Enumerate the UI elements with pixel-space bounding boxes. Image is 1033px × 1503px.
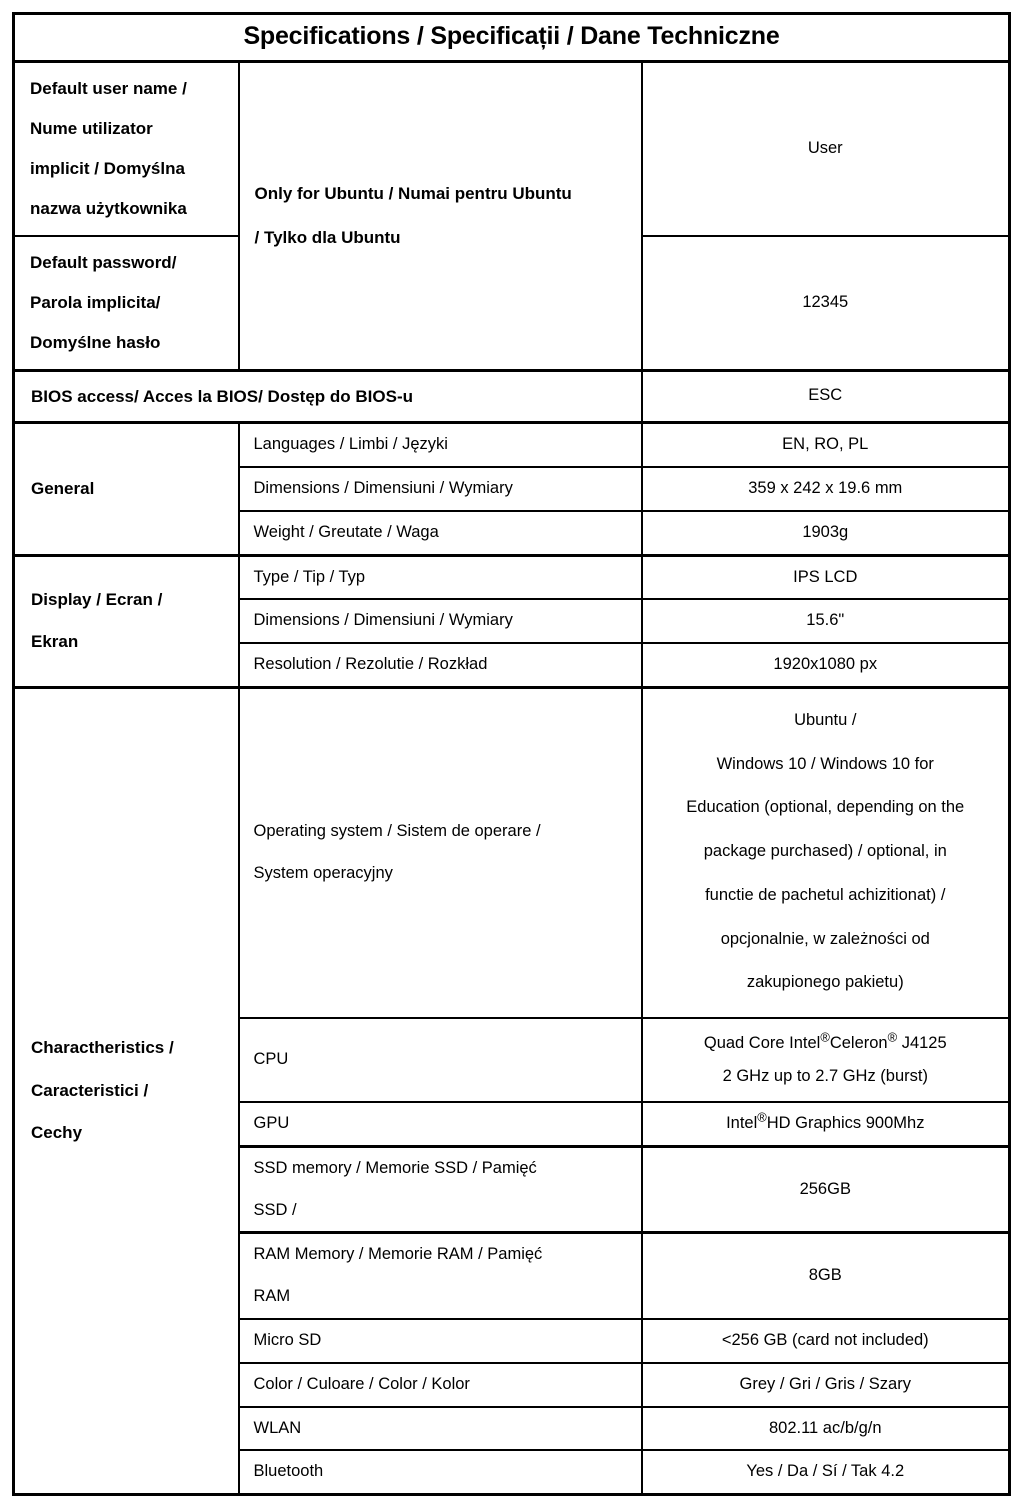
note-only-for-ubuntu xyxy=(239,62,642,371)
label-spacer xyxy=(254,842,641,864)
specifications-table xyxy=(12,12,1011,1496)
value-line-1: Ubuntu / xyxy=(794,710,857,729)
label-line-1: SSD memory / Memorie SSD / Pamięć xyxy=(253,1158,537,1177)
label-display-dimensions: Dimensions / Dimensiuni / Wymiary xyxy=(239,599,642,643)
label-default-user-name xyxy=(14,62,239,236)
registered-icon: ® xyxy=(820,1029,830,1045)
label-color: Color / Culoare / Color / Kolor xyxy=(239,1363,642,1407)
cpu-text-1: Quad Core Intel xyxy=(703,1034,821,1053)
value-default-password: 12345 xyxy=(642,236,1010,370)
label-operating-system xyxy=(239,687,642,1018)
value-wlan: 802.11 ac/b/g/n xyxy=(642,1407,1010,1451)
label-bluetooth: Bluetooth xyxy=(239,1450,642,1494)
value-display-dimensions: 15.6" xyxy=(642,599,1010,643)
value-line-1 xyxy=(649,1027,1003,1060)
label-spacer xyxy=(254,1179,641,1201)
row-bios-access xyxy=(14,370,1010,423)
cpu-text-3: J4125 xyxy=(897,1034,947,1053)
value-line-4: package purchased) / optional, in xyxy=(703,842,947,861)
label-line-2: RAM xyxy=(253,1287,291,1306)
value-languages: EN, RO, PL xyxy=(642,423,1010,467)
label-micro-sd: Micro SD xyxy=(239,1319,642,1363)
value-bluetooth: Yes / Da / Sí / Tak 4.2 xyxy=(642,1450,1010,1494)
group-label-line-3: Cechy xyxy=(31,1123,83,1143)
row-general-languages xyxy=(14,423,1010,467)
gpu-text-2: HD Graphics 900Mhz xyxy=(766,1114,925,1133)
cpu-text-2: Celeron xyxy=(829,1034,888,1053)
value-color: Grey / Gri / Gris / Szary xyxy=(642,1363,1010,1407)
label-languages: Languages / Limbi / Języki xyxy=(239,423,642,467)
value-default-user-name: User xyxy=(642,62,1010,236)
label-line-3: Domyślne hasło xyxy=(30,332,161,352)
registered-icon: ® xyxy=(887,1029,898,1045)
label-line-3: implicit / Domyślna xyxy=(30,158,185,178)
label-line-2: SSD / xyxy=(253,1200,297,1219)
label-line-1: Default user name / xyxy=(30,79,187,98)
label-gpu: GPU xyxy=(239,1102,642,1146)
note-line-1: Only for Ubuntu / Numai pentru Ubuntu xyxy=(254,184,572,204)
label-line-1: RAM Memory / Memorie RAM / Pamięć xyxy=(253,1245,543,1264)
registered-icon: ® xyxy=(757,1109,767,1125)
note-spacer xyxy=(255,207,641,225)
label-spacer xyxy=(254,1265,641,1287)
value-display-type: IPS LCD xyxy=(642,555,1010,599)
group-label-line-1: Charactheristics / xyxy=(31,1038,174,1058)
label-weight: Weight / Greutate / Waga xyxy=(239,511,642,555)
label-display-type: Type / Tip / Typ xyxy=(239,555,642,599)
label-line-2: System operacyjny xyxy=(253,864,393,882)
label-dimensions: Dimensions / Dimensiuni / Wymiary xyxy=(239,467,642,511)
value-line-3: Education (optional, depending on the xyxy=(686,798,965,817)
group-label-line-1: Display / Ecran / xyxy=(31,589,163,609)
value-weight: 1903g xyxy=(642,511,1010,555)
value-dimensions: 359 x 242 x 19.6 mm xyxy=(642,467,1010,511)
value-operating-system xyxy=(642,687,1010,1018)
table-title-row xyxy=(14,14,1010,62)
label-line-2: Parola implicita/ xyxy=(30,292,161,312)
label-ssd-memory xyxy=(239,1146,642,1233)
label-cpu: CPU xyxy=(239,1018,642,1102)
group-label-general: General xyxy=(14,423,239,555)
row-display-type xyxy=(14,555,1010,599)
label-default-password xyxy=(14,236,239,370)
value-ssd-memory: 256GB xyxy=(642,1146,1010,1233)
label-wlan: WLAN xyxy=(239,1407,642,1451)
label-line-1: Operating system / Sistem de operare / xyxy=(253,822,541,841)
row-default-user-name xyxy=(14,62,1010,236)
group-label-line-2: Ekran xyxy=(31,632,79,652)
value-bios-access: ESC xyxy=(642,370,1010,423)
label-display-resolution: Resolution / Rezolutie / Rozkład xyxy=(239,643,642,687)
gpu-text-1: Intel xyxy=(726,1114,758,1133)
label-ram-memory xyxy=(239,1233,642,1319)
row-operating-system xyxy=(14,687,1010,1018)
group-label-display xyxy=(14,555,239,687)
label-line-2: Nume utilizator xyxy=(30,118,153,138)
value-line-2: 2 GHz up to 2.7 GHz (burst) xyxy=(722,1067,928,1086)
note-line-2: / Tylko dla Ubuntu xyxy=(254,227,401,247)
value-line-2: Windows 10 / Windows 10 for xyxy=(716,754,934,773)
value-micro-sd: <256 GB (card not included) xyxy=(642,1319,1010,1363)
label-line-1: Default password/ xyxy=(30,252,177,272)
value-ram-memory: 8GB xyxy=(642,1233,1010,1319)
label-line-4: nazwa użytkownika xyxy=(30,198,187,218)
value-display-resolution: 1920x1080 px xyxy=(642,643,1010,687)
value-cpu xyxy=(642,1018,1010,1102)
label-bios-access: BIOS access/ Acces la BIOS/ Dostęp do BIOS-u xyxy=(14,370,642,423)
value-line-5: functie de pachetul achizitionat) / xyxy=(705,885,946,904)
value-line-6: opcjonalnie, w zależności od xyxy=(720,929,930,948)
group-label-characteristics xyxy=(14,687,239,1494)
value-line-7: zakupionego pakietu) xyxy=(746,973,904,992)
value-gpu xyxy=(642,1102,1010,1146)
page-title: Specifications / Specificații / Dane Techniczne xyxy=(14,14,1010,62)
group-label-line-2: Caracteristici / xyxy=(31,1080,149,1100)
